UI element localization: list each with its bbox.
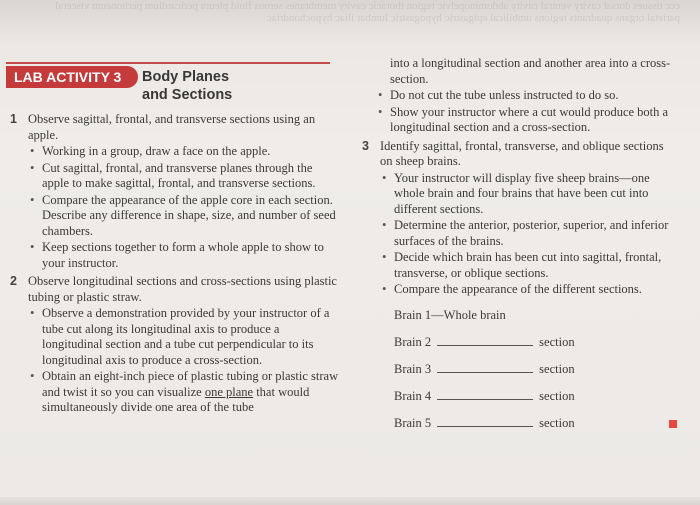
step-2-bullet-text-end: that would simultaneously divide one area of the tube — [42, 384, 310, 414]
step-2-bullet: • Observe a demonstration provided by your instructor of a tube cut along its longitudinal axis to produce a longitudinal section and a tube cut perpendicular to its longitudinal axis to produce a cross-section. — [28, 306, 340, 368]
step-1 — [10, 112, 340, 271]
step-3-bullets — [380, 171, 674, 298]
step-1-bullet: • Keep sections together to form a whole apple to show to your instructor. — [28, 240, 340, 271]
step-2-text: Observe longitudinal sections and cross-sections using plastic tubing or plastic straw. — [28, 274, 337, 304]
page-corner-mark — [669, 420, 677, 428]
right-column — [362, 56, 674, 443]
step-3 — [362, 139, 674, 298]
step-1-bullet: • Cut sagittal, frontal, and transverse planes through the apple to make sagittal, frontal, and transverse sections. — [28, 161, 340, 192]
brain-2-section: section — [539, 334, 575, 349]
brain-3-label: Brain 3 — [394, 361, 432, 376]
brain-4-label: Brain 4 — [394, 388, 432, 403]
brain-3-blank[interactable] — [437, 372, 533, 373]
step-2-bullet — [28, 369, 340, 416]
lab-title — [142, 68, 232, 104]
brain-row-5 — [394, 416, 674, 443]
step-1-text: Observe sagittal, frontal, and transverse sections using an apple. — [28, 112, 316, 142]
step-3-text: Identify sagittal, frontal, transverse, and oblique sections on sheep brains. — [380, 138, 664, 168]
brain-2-label: Brain 2 — [394, 334, 432, 349]
brain-row-2 — [394, 335, 674, 362]
step-1-bullet: • Working in a group, draw a face on the apple. — [28, 144, 340, 160]
step-2 — [10, 274, 340, 416]
brain-row-3 — [394, 362, 674, 389]
header-rule — [6, 62, 330, 64]
brain-3-section: section — [539, 361, 575, 376]
continued-text: into a longitudinal section and another area into a cross-section. — [390, 56, 671, 86]
brain-5-blank[interactable] — [437, 426, 533, 427]
step-2-bullet-text: Obtain an eight-inch piece of plastic tubing or plastic straw and twist it so you can visualize — [42, 369, 339, 399]
step-1-bullets — [28, 144, 340, 271]
page-bottom-edge — [0, 497, 700, 505]
brain-list — [362, 308, 674, 443]
step-3-bullet: • Your instructor will display five sheep brains—one whole brain and four brains that have been cut into different sections. — [380, 171, 674, 218]
step-2-bullet: • Do not cut the tube unless instructed to do so. — [376, 88, 674, 104]
step-1-bullet: • Compare the appearance of the apple core in each section. Describe any difference in shape, size, and number of seed chambers. — [28, 193, 340, 240]
lab-activity-badge: LAB ACTIVITY 3 — [6, 66, 138, 88]
brain-4-blank[interactable] — [437, 399, 533, 400]
brain-2-blank[interactable] — [437, 345, 533, 346]
brain-row-4 — [394, 389, 674, 416]
brain-5-section: section — [539, 415, 575, 430]
lab-title-line1: Body Planes — [142, 69, 230, 85]
lab-title-line2: and Sections — [142, 87, 233, 103]
step-1-number: 1 — [10, 112, 17, 126]
step-3-bullet: • Determine the anterior, posterior, superior, and inferior surfaces of the brains. — [380, 218, 674, 249]
step-2-bullets-continued — [362, 88, 674, 136]
underlined-phrase: one plane — [204, 384, 254, 399]
brain-5-label: Brain 5 — [394, 415, 432, 430]
show-through-text: ccc tissues dorsal cavity ventral cavity abdominopelvic region thoracic cavity membranes serous fluid pleura pericardium peritoneum visceral parietal organs quadrants regions umbilical epigastric hypogastric lumbar iliac hypochondriac — [55, 0, 680, 24]
step-3-bullet: • Compare the appearance of the different sections. — [380, 282, 674, 298]
step-2-number: 2 — [10, 274, 17, 288]
left-column — [10, 112, 340, 419]
brain-4-section: section — [539, 388, 575, 403]
step-2-bullets — [28, 306, 340, 416]
brain-row-1 — [394, 308, 674, 335]
step-3-bullet: • Decide which brain has been cut into sagittal, frontal, transverse, or oblique sections. — [380, 250, 674, 281]
brain-1-label: Brain 1—Whole brain — [394, 307, 506, 322]
step-2-bullet: • Show your instructor where a cut would produce both a longitudinal section and a cross-section. — [376, 105, 674, 136]
step-3-number: 3 — [362, 138, 369, 153]
